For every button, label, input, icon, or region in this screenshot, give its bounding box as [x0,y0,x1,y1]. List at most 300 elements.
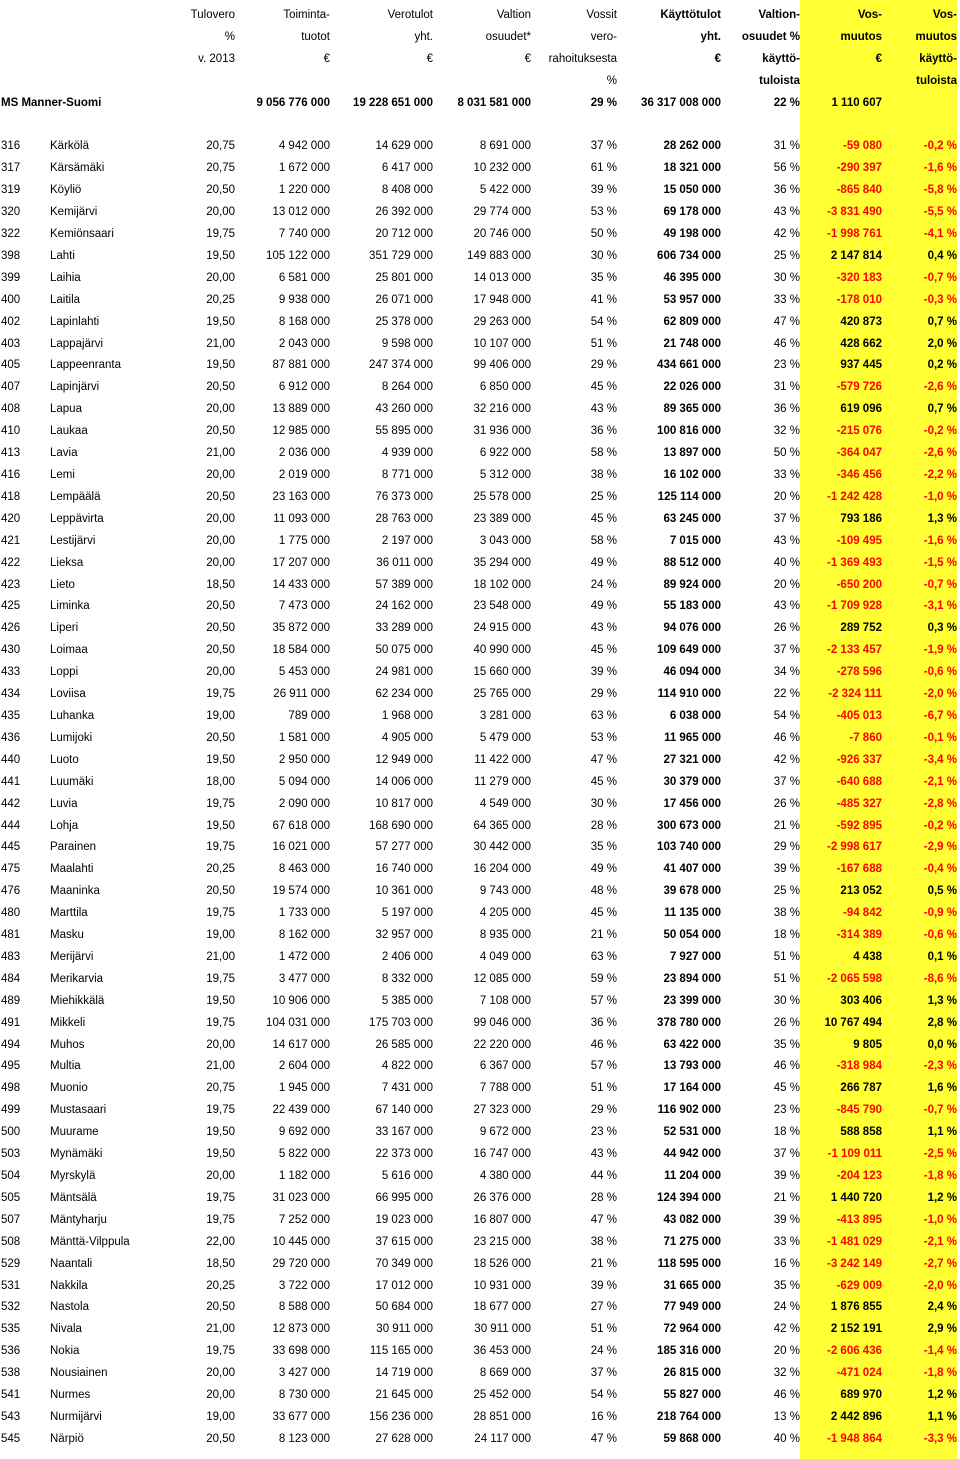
total-revenue: 17 164 000 [663,1082,721,1095]
table-row [0,443,957,465]
transfer-share: 20 % [773,578,800,591]
table-row [0,1035,957,1057]
summary-cell: 8 031 581 000 [457,96,531,109]
vos-change-pct: 0,5 % [927,885,957,898]
header-cell: % [606,74,617,87]
tax-revenue: 19 023 000 [375,1213,433,1226]
municipality-id: 500 [1,1126,21,1139]
municipality-name: Muhos [50,1038,85,1051]
tax-revenue: 24 981 000 [375,666,433,679]
summary-cell [190,93,235,115]
tax-rate: 20,00 [206,403,235,416]
total-revenue: 23 399 000 [663,994,721,1007]
vos-share: 53 % [590,206,617,219]
municipality-name: Lumijoki [50,731,93,744]
operating-income: 5 094 000 [278,775,330,788]
header-cell [190,71,235,93]
municipality-name: Multia [50,1060,81,1073]
transfer-share: 37 % [773,644,800,657]
table-row [0,1276,957,1298]
state-transfers: 18 102 000 [473,578,531,591]
municipality-name: Loppi [50,666,79,679]
tax-revenue: 33 289 000 [375,622,433,635]
vos-change-pct: -0,7 % [923,578,957,591]
summary-cell: 22 % [773,96,800,109]
vos-change: -278 596 [836,666,882,679]
vos-change: -320 183 [836,271,882,284]
transfer-share: 47 % [773,315,800,328]
vos-share: 43 % [590,622,617,635]
header-row [0,5,957,27]
tax-rate: 19,00 [206,929,235,942]
operating-income: 4 942 000 [278,140,330,153]
municipality-name: Laihia [50,271,81,284]
state-transfers: 18 526 000 [473,1257,531,1270]
table-row [0,465,957,487]
state-transfers: 16 747 000 [473,1148,531,1161]
table-row [0,312,957,334]
tax-revenue: 33 167 000 [375,1126,433,1139]
operating-income: 8 123 000 [278,1432,330,1445]
state-transfers: 9 672 000 [479,1126,531,1139]
tax-revenue: 1 968 000 [381,709,433,722]
tax-revenue: 7 431 000 [381,1082,433,1095]
header-cell: Vos- [857,9,882,21]
state-transfers: 4 380 000 [479,1170,531,1183]
table-row [0,1100,957,1122]
total-revenue: 606 734 000 [657,249,721,262]
total-revenue: 218 764 000 [657,1410,721,1423]
municipality-name: Marttila [50,907,88,920]
total-revenue: 31 665 000 [663,1279,721,1292]
municipality-name: Miehikkälä [50,994,105,1007]
vos-change-pct: -2,6 % [923,447,957,460]
vos-change-pct: 1,2 % [927,1191,957,1204]
table-row [0,1232,957,1254]
tax-revenue: 70 349 000 [375,1257,433,1270]
tax-rate: 19,75 [206,1104,235,1117]
tax-rate: 19,00 [206,709,235,722]
vos-share: 48 % [590,885,617,898]
state-transfers: 8 935 000 [479,929,531,942]
total-revenue: 434 661 000 [657,359,721,372]
operating-income: 35 872 000 [272,622,330,635]
tax-revenue: 67 140 000 [375,1104,433,1117]
tax-rate: 19,75 [206,1213,235,1226]
municipality-id: 426 [1,622,21,635]
tax-revenue: 2 197 000 [381,534,433,547]
municipality-id: 508 [1,1235,21,1248]
operating-income: 2 043 000 [278,337,330,350]
vos-change: -2 065 598 [827,972,882,985]
municipality-id: 476 [1,885,21,898]
vos-change: -318 984 [836,1060,882,1073]
summary-cell: 9 056 776 000 [256,96,330,109]
operating-income: 5 822 000 [278,1148,330,1161]
municipality-id: 495 [1,1060,21,1073]
header-cell: € [524,52,531,65]
operating-income: 2 019 000 [278,469,330,482]
vos-share: 45 % [590,644,617,657]
transfer-share: 43 % [773,534,800,547]
vos-share: 59 % [590,972,617,985]
vos-change-pct: -1,9 % [923,644,957,657]
municipality-id: 407 [1,381,21,394]
header-cell [330,71,433,93]
vos-share: 49 % [590,600,617,613]
tax-rate: 20,50 [206,731,235,744]
table-row [0,925,957,947]
transfer-share: 30 % [773,994,800,1007]
municipality-id: 444 [1,819,21,832]
operating-income: 104 031 000 [266,1016,330,1029]
table-row [0,334,957,356]
total-revenue: 185 316 000 [657,1345,721,1358]
total-revenue: 39 678 000 [663,885,721,898]
transfer-share: 50 % [773,447,800,460]
total-revenue: 53 957 000 [663,293,721,306]
transfer-share: 20 % [773,1345,800,1358]
municipality-id: 320 [1,206,21,219]
tax-rate: 21,00 [206,1323,235,1336]
total-revenue: 89 924 000 [663,578,721,591]
transfer-share: 31 % [773,381,800,394]
operating-income: 11 093 000 [273,512,330,525]
vos-change-pct: -3,1 % [923,600,957,613]
table-row [0,837,957,859]
tax-revenue: 156 236 000 [369,1410,433,1423]
tax-rate: 19,75 [206,1016,235,1029]
total-revenue: 15 050 000 [663,184,721,197]
municipality-id: 416 [1,469,21,482]
table-row [0,136,957,158]
header-cell [0,49,50,71]
municipality-table [0,5,957,1451]
municipality-name: Lavia [50,447,78,460]
vos-change-pct: 0,1 % [927,950,957,963]
vos-change: 2 442 896 [830,1410,882,1423]
vos-share: 63 % [590,709,617,722]
total-revenue: 13 793 000 [663,1060,721,1073]
table-row [0,1385,957,1407]
vos-change: -109 495 [836,534,882,547]
vos-share: 37 % [590,1367,617,1380]
header-cell: yht. [414,30,433,43]
operating-income: 5 453 000 [278,666,330,679]
total-revenue: 300 673 000 [657,819,721,832]
tax-rate: 20,00 [206,534,235,547]
transfer-share: 21 % [773,819,800,832]
tax-rate: 19,75 [206,1191,235,1204]
municipality-id: 425 [1,600,21,613]
table-row [0,377,957,399]
operating-income: 2 604 000 [278,1060,330,1073]
municipality-name: Loimaa [50,644,88,657]
transfer-share: 23 % [773,359,800,372]
total-revenue: 124 394 000 [657,1191,721,1204]
state-transfers: 31 936 000 [473,425,531,438]
operating-income: 1 733 000 [278,907,330,920]
vos-change-pct: 0,7 % [927,403,957,416]
vos-share: 24 % [590,1345,617,1358]
operating-income: 1 775 000 [278,534,330,547]
municipality-id: 423 [1,578,21,591]
vos-share: 49 % [590,863,617,876]
tax-revenue: 66 995 000 [375,1191,433,1204]
vos-change: -94 842 [842,907,882,920]
tax-rate: 20,00 [206,556,235,569]
total-revenue: 89 365 000 [663,403,721,416]
header-cell [50,5,190,27]
tax-revenue: 8 771 000 [381,469,433,482]
municipality-id: 489 [1,994,21,1007]
transfer-share: 38 % [773,907,800,920]
vos-share: 38 % [590,469,617,482]
vos-change-pct: 1,2 % [927,1389,957,1402]
table-row [0,180,957,202]
table-row [0,1254,957,1276]
table-row [0,202,957,224]
total-revenue: 7 015 000 [669,534,721,547]
table-row [0,1297,957,1319]
municipality-id: 538 [1,1367,21,1380]
vos-change: -1 481 029 [827,1235,882,1248]
state-transfers: 8 669 000 [479,1367,531,1380]
state-transfers: 23 548 000 [473,600,531,613]
tax-rate: 20,50 [206,1432,235,1445]
operating-income: 23 163 000 [272,490,330,503]
municipality-name: Kärkölä [50,140,89,153]
vos-change-pct: -2,0 % [923,1279,957,1292]
vos-change: -314 389 [836,929,882,942]
total-revenue: 378 780 000 [657,1016,721,1029]
tax-rate: 20,50 [206,425,235,438]
municipality-name: Luhanka [50,709,95,722]
operating-income: 17 207 000 [272,556,330,569]
header-cell [0,71,50,93]
table-row [0,575,957,597]
vos-change-pct: 1,3 % [927,994,957,1007]
tax-rate: 20,75 [206,140,235,153]
total-revenue: 71 275 000 [663,1235,721,1248]
total-revenue: 77 949 000 [663,1301,721,1314]
table-row [0,596,957,618]
vos-change: -629 009 [836,1279,882,1292]
tax-revenue: 5 616 000 [381,1170,433,1183]
table-row [0,684,957,706]
total-revenue: 30 379 000 [663,775,721,788]
municipality-id: 442 [1,797,21,810]
transfer-share: 51 % [773,950,800,963]
state-transfers: 14 013 000 [473,271,531,284]
vos-share: 29 % [590,688,617,701]
operating-income: 1 220 000 [278,184,330,197]
transfer-share: 39 % [773,863,800,876]
vos-share: 29 % [590,1104,617,1117]
vos-change: -178 010 [836,293,882,306]
tax-revenue: 4 822 000 [381,1060,433,1073]
transfer-share: 24 % [773,1301,800,1314]
total-revenue: 55 183 000 [663,600,721,613]
transfer-share: 46 % [773,337,800,350]
vos-change: -346 456 [836,469,882,482]
tax-revenue: 20 712 000 [375,228,433,241]
tax-rate: 19,50 [206,1148,235,1161]
vos-change: -3 831 490 [827,206,882,219]
vos-change-pct: 1,6 % [927,1082,957,1095]
state-transfers: 8 691 000 [479,140,531,153]
tax-revenue: 25 801 000 [375,271,433,284]
table-row [0,1429,957,1451]
vos-change-pct: 1,1 % [927,1410,957,1423]
municipality-name: Närpiö [50,1432,84,1445]
vos-change-pct: -5,8 % [923,184,957,197]
state-transfers: 27 323 000 [473,1104,531,1117]
tax-rate: 21,00 [206,1060,235,1073]
municipality-id: 436 [1,731,21,744]
vos-share: 54 % [590,315,617,328]
table-row [0,969,957,991]
transfer-share: 33 % [773,293,800,306]
transfer-share: 21 % [773,1191,800,1204]
municipality-id: 481 [1,929,21,942]
tax-revenue: 24 162 000 [375,600,433,613]
municipality-name: Nurmijärvi [50,1410,102,1423]
table-row [0,1078,957,1100]
transfer-share: 37 % [773,512,800,525]
header-cell [50,71,190,93]
vos-change: -1 109 011 [827,1148,882,1161]
total-revenue: 63 245 000 [663,512,721,525]
municipality-name: Mäntsälä [50,1191,97,1204]
transfer-share: 54 % [773,709,800,722]
state-transfers: 23 389 000 [473,512,531,525]
header-cell [235,71,330,93]
municipality-id: 505 [1,1191,21,1204]
state-transfers: 4 205 000 [479,907,531,920]
vos-share: 41 % [590,293,617,306]
state-transfers: 149 883 000 [467,249,531,262]
total-revenue: 13 897 000 [663,447,721,460]
total-revenue: 17 456 000 [663,797,721,810]
vos-change-pct: -6,7 % [923,709,957,722]
vos-share: 45 % [590,775,617,788]
total-revenue: 43 082 000 [663,1213,721,1226]
vos-change-pct: -0,6 % [923,929,957,942]
vos-change-pct: -0,7 % [923,1104,957,1117]
vos-share: 36 % [590,425,617,438]
table-body [0,136,957,1450]
municipality-name: Muurame [50,1126,99,1139]
municipality-name: Liperi [50,622,79,635]
table-row [0,1210,957,1232]
tax-revenue: 30 911 000 [376,1323,433,1336]
municipality-name: Lohja [50,819,79,832]
state-transfers: 25 578 000 [473,490,531,503]
vos-change-pct: 1,1 % [927,1126,957,1139]
tax-rate: 20,25 [206,863,235,876]
vos-change: -2 133 457 [827,644,882,657]
municipality-name: Luoto [50,753,79,766]
vos-change: -7 860 [849,731,882,744]
vos-change-pct: -0,6 % [923,666,957,679]
state-transfers: 5 479 000 [479,731,531,744]
header-cell [433,71,531,93]
vos-share: 21 % [590,1257,617,1270]
vos-change: -1 948 864 [827,1432,882,1445]
municipality-name: Kemijärvi [50,206,98,219]
table-row [0,158,957,180]
operating-income: 31 023 000 [272,1191,330,1204]
vos-change: -215 076 [836,425,882,438]
municipality-id: 543 [1,1410,21,1423]
table-row [0,487,957,509]
state-transfers: 11 279 000 [474,775,531,788]
municipality-id: 430 [1,644,21,657]
operating-income: 14 617 000 [272,1038,330,1051]
operating-income: 7 473 000 [278,600,330,613]
table-row [0,421,957,443]
vos-change-pct: -1,8 % [923,1170,957,1183]
total-revenue: 63 422 000 [663,1038,721,1051]
municipality-id: 441 [1,775,21,788]
municipality-id: 499 [1,1104,21,1117]
vos-change: 213 052 [840,885,882,898]
tax-revenue: 351 729 000 [369,249,433,262]
table-row [0,706,957,728]
vos-change-pct: -2,8 % [923,797,957,810]
vos-share: 27 % [590,1301,617,1314]
total-revenue: 88 512 000 [663,556,721,569]
municipality-name: Lapinlahti [50,315,100,328]
summary-cell: 1 110 607 [831,96,882,109]
municipality-id: 440 [1,753,21,766]
vos-share: 45 % [590,381,617,394]
total-revenue: 49 198 000 [663,228,721,241]
vos-share: 47 % [590,1213,617,1226]
total-revenue: 50 054 000 [663,929,721,942]
operating-income: 29 720 000 [272,1257,330,1270]
tax-rate: 18,50 [206,578,235,591]
vos-change: 1 876 855 [830,1301,882,1314]
transfer-share: 33 % [773,1235,800,1248]
tax-revenue: 12 949 000 [375,753,433,766]
vos-change-pct: 0,2 % [927,359,957,372]
municipality-name: Naantali [50,1257,93,1270]
total-revenue: 41 407 000 [663,863,721,876]
vos-change-pct: 0,0 % [927,1038,957,1051]
spacer-cell [0,115,957,137]
operating-income: 26 911 000 [273,688,330,701]
tax-revenue: 10 817 000 [375,797,433,810]
vos-change-pct: 2,4 % [927,1301,957,1314]
municipality-name: Luvia [50,797,78,810]
tax-rate: 20,00 [206,666,235,679]
header-cell: € [426,52,433,65]
table-row [0,268,957,290]
header-row [0,27,957,49]
municipality-name: Maalahti [50,863,94,876]
tax-revenue: 55 895 000 [375,425,433,438]
tax-rate: 20,75 [206,162,235,175]
table-row [0,903,957,925]
tax-rate: 21,00 [206,337,235,350]
transfer-share: 29 % [773,841,800,854]
total-revenue: 62 809 000 [663,315,721,328]
transfer-share: 43 % [773,206,800,219]
transfer-share: 32 % [773,1367,800,1380]
municipality-id: 405 [1,359,21,372]
